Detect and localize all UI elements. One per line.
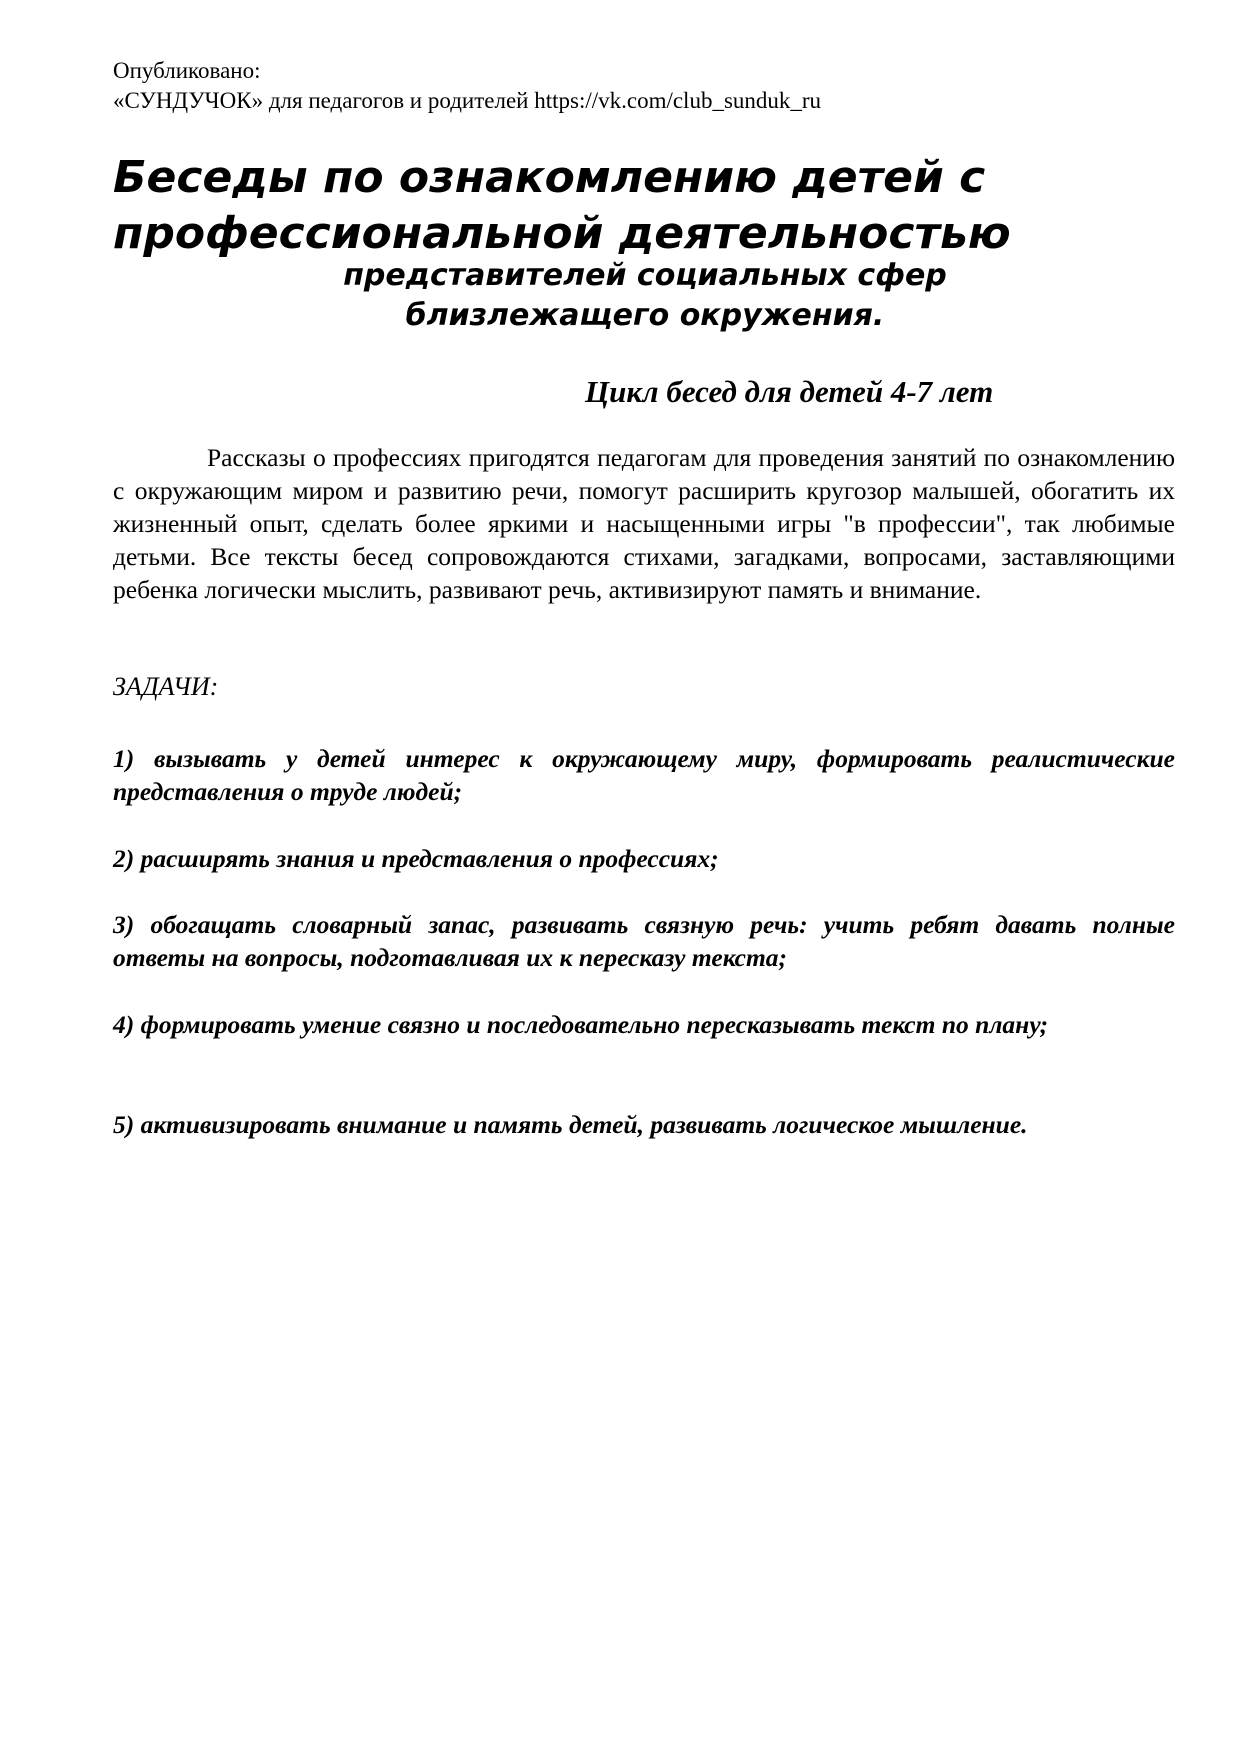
task-item: 1) вызывать у детей интерес к окружающему миру, формировать реалистические представления о труде людей; <box>113 744 1175 806</box>
task-item: 3) обогащать словарный запас, развивать связную речь: учить ребят давать полные ответы на вопросы, подготавливая их к пересказу текста; <box>113 910 1175 972</box>
subtitle-line-1: представителей социальных сфер <box>343 258 947 293</box>
title-line-2: профессиональной деятельностью <box>113 208 1011 259</box>
source-line: «СУНДУЧОК» для педагогов и родителей https://vk.com/club_sunduk_ru <box>113 88 822 113</box>
task-item: 4) формировать умение связно и последовательно пересказывать текст по плану; <box>113 1010 1049 1039</box>
title-line-1: Беседы по ознакомлению детей с <box>113 152 986 203</box>
tasks-heading: ЗАДАЧИ: <box>113 672 219 701</box>
document-title <box>113 150 1011 262</box>
task-item: 5) активизировать внимание и память детей, развивать логическое мышление. <box>113 1110 1028 1139</box>
publication-info <box>113 56 821 116</box>
task-item: 2) расширять знания и представления о профессиях; <box>113 844 719 873</box>
subtitle-line-2: близлежащего окружения. <box>405 298 885 333</box>
intro-paragraph: Рассказы о профессиях пригодятся педагогам для проведения занятий по ознакомлению с окружающим миром и развитию речи, помогут расширить кругозор малышей, обогатить их жизненный опыт, сделать более яркими и насыщенными игры "в профессии", так любимые детьми. Все тексты бесед сопровождаются стихами, загадками, вопросами, заставляющими ребенка логически мыслить, развивают речь, активизируют память и внимание. <box>113 443 1175 604</box>
published-label: Опубликовано: <box>113 58 261 83</box>
document-subtitle <box>250 256 1040 336</box>
cycle-caption: Цикл бесед для детей 4-7 лет <box>585 374 994 409</box>
